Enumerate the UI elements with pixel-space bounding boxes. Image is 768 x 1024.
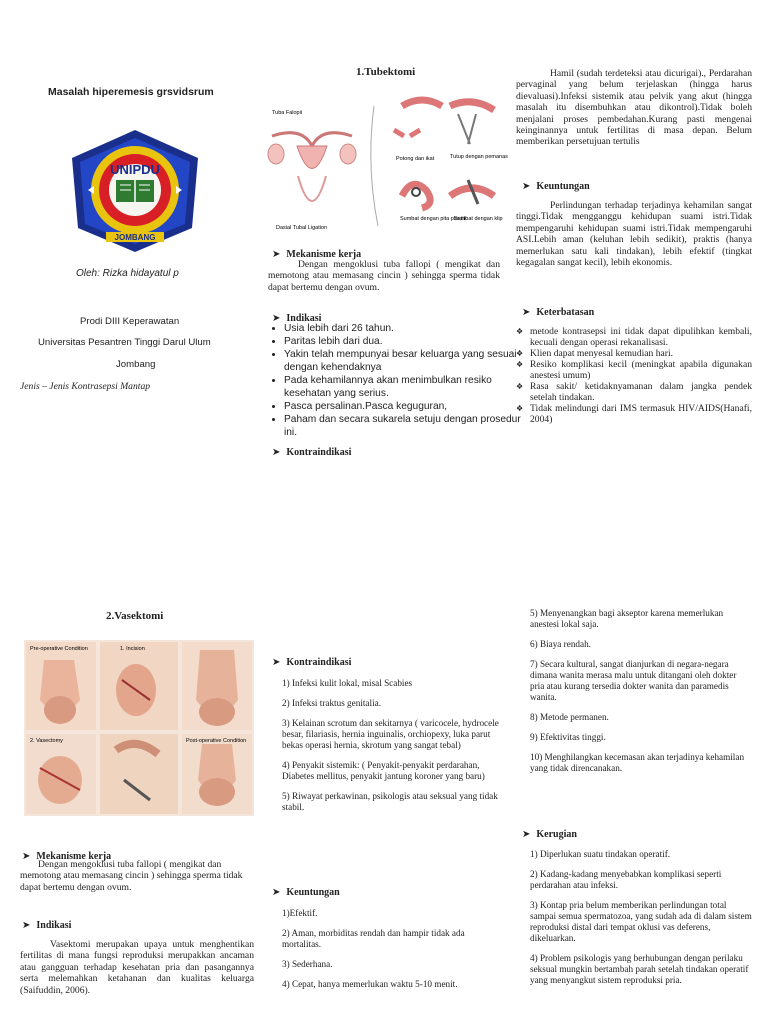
arrow-bullet-icon: ➤ [272, 313, 281, 324]
list-item: 2) Kadang-kadang menyebabkan komplikasi seperti perdarahan atau infeksi. [530, 869, 722, 890]
kerugian-list [530, 849, 752, 995]
mekanisme-heading-2: ➤ Mekanisme kerja [22, 851, 112, 862]
list-item: • Usia lebih dari 26 tahun. [284, 322, 524, 335]
list-item: 5) Riwayat perkawinan, psikologis atau seksual yang tidak stabil. [282, 791, 498, 812]
label-pre-op: Pre-operative Condition [30, 646, 88, 652]
list-item: 1)Efektif. [282, 908, 318, 918]
brochure-title: Masalah hiperemesis grsvidsrum [48, 86, 214, 98]
list-item: 8) Metode permanen. [530, 712, 609, 722]
arrow-bullet-icon: ➤ [22, 920, 31, 931]
kontraindikasi-heading-1: ➤ Kontraindikasi [272, 447, 352, 458]
tubektomi-heading: 1.Tubektomi [356, 66, 416, 78]
list-item: 9) Efektivitas tinggi. [530, 732, 606, 742]
arrow-bullet-icon: ➤ [22, 851, 31, 862]
logo-text: UNIPDU [110, 162, 160, 177]
list-item: 1) Infeksi kulit lokal, misal Scabies [282, 678, 413, 688]
list-item: 3) Kontap pria belum memberikan perlindungan total sampai semua spermatozoa, yang sudah ada di dalam sistem reproduksi distal dari tempat oklusi vas deferens, dikeluarkan. [530, 900, 752, 943]
kerugian-heading: ➤ Kerugian [522, 829, 577, 840]
tube-heat-icon [450, 102, 508, 160]
arrow-bullet-icon: ➤ [272, 887, 281, 898]
mekanisme-heading-1: ➤ Mekanisme kerja [272, 249, 362, 260]
indikasi-heading-2: ➤ Indikasi [22, 920, 72, 931]
arrow-bullet-icon: ➤ [272, 657, 281, 668]
kontraindikasi-heading-2: ➤ Kontraindikasi [272, 657, 352, 668]
list-item: 6) Biaya rendah. [530, 639, 591, 649]
label-post-op: Post-operative Condition [186, 738, 247, 744]
label-potong: Potong dan ikat [396, 156, 435, 162]
keuntungan-heading-1: ➤ Keuntungan [522, 181, 590, 192]
keuntungan-heading-2: ➤ Keuntungan [272, 887, 340, 898]
arrow-bullet-icon: ➤ [272, 249, 281, 260]
label-sumbat-plastik: Sumbat dengan pita plastik [400, 216, 467, 222]
label-tutup: Tutup dengan pemanas [450, 154, 508, 160]
list-item: • Paritas lebih dari dua. [284, 335, 524, 348]
list-item: 4) Penyakit sistemik: ( Penyakit-penyakit perdarahan, Diabetes mellitus, penyakit jantung koroner yang baru) [282, 760, 485, 781]
list-item: 3) Kelainan scrotum dan sekitarnya ( varicocele, hydrocele besar, filariasis, hernia inguinalis, orchiopexy, luka parut bekas operasi hernia, skrotum yang sangat tebal) [282, 718, 499, 750]
tubektomi-figure [262, 96, 508, 234]
list-item: 2) Infeksi traktus genitalia. [282, 698, 381, 708]
keterbatasan-heading: ➤ Keterbatasan [522, 307, 595, 318]
indikasi-text-2: Vasektomi merupakan upaya untuk menghentikan fertilitas di mana fungsi reproduksi merupakkan ancaman atau gangguan terhadap kesehatan pria dan pasangannya serta melemahkan ketahanan dan kualitas keluarga (Saifuddin, 2006). [20, 939, 254, 996]
list-item: • Yakin telah mempunyai besar keluarga yang sesuai dengan kehendaknya [284, 348, 524, 374]
kontraindikasi-list-2 [282, 678, 504, 822]
list-item: ❖ metode kontrasepsi ini tidak dapat dipulihkan kembali, kecuali dengan operasi rekanalisasi. [516, 326, 752, 348]
arrow-bullet-icon: ➤ [272, 447, 281, 458]
mekanisme-text-2: Dengan mengoklusi tuba fallopi ( mengikat dan memotong atau memasang cincin ) sehingga sperma tidak dapat bertemu dengan ovum. [20, 859, 243, 893]
label-tuba: Tuba Falopii [272, 110, 303, 116]
list-item: 4) Cepat, hanya memerlukan waktu 5-10 menit. [282, 979, 458, 989]
logo-city: JOMBANG [114, 233, 156, 242]
list-item: ❖ Tidak melindungi dari IMS termasuk HIV/AIDS(Hanafi, 2004) [516, 403, 752, 425]
arrow-bullet-icon: ➤ [522, 307, 531, 318]
city-name: Jombang [116, 359, 156, 370]
tube-clip-icon [450, 180, 503, 222]
keuntungan-list-2 [282, 908, 504, 999]
list-item: ❖ Klien dapat menyesal kemudian hari. [516, 348, 752, 359]
vasektomi-heading: 2.Vasektomi [106, 610, 164, 622]
indikasi-list-1 [262, 322, 524, 439]
label-ikatan: Dasial Tubal Ligation [276, 225, 328, 231]
list-item: • Pada kehamilannya akan menimbulkan resiko kesehatan yang serius. [284, 374, 524, 400]
kontraindikasi-text-1: Hamil (sudah terdeteksi atau dicurigai)., Perdarahan pervaginal yang belum terjelaskan (hingga harus dievaluasi).Infeksi sistemik atau pelvik yang akut (hingga masalah itu disembuhkan atau dikontrol).Tidak boleh menjalani proses pembedahan.Kurang pasti mengenai keinginannya untuk fertilitas di masa depan. Belum memberikan persetujuan tertulis [516, 68, 752, 148]
author-line: Oleh: Rizka hidayatul p [76, 268, 179, 279]
program-name: Prodi DIII Keperawatan [80, 316, 180, 327]
label-vasectomy: 2. Vasectomy [30, 738, 63, 744]
list-item: 7) Secara kultural, sangat dianjurkan di negara-negara dimana wanita merasa malu untuk ditangani oleh dokter pria atau kurang tersedia dokter wanita dan paramedis wanita. [530, 659, 737, 702]
contraception-types-title: Jenis – Jenis Kontrasepsi Mantap [20, 381, 151, 392]
list-item: • Paham dan secara sukarela setuju dengan prosedur ini. [284, 413, 524, 439]
indikasi-heading-1: ➤ Indikasi [272, 313, 322, 324]
mekanisme-text-1: Dengan mengoklusi tuba fallopi ( mengikat dan memotong atau memasang cincin ) sehingga sperma tidak dapat bertemu dengan ovum. [268, 259, 500, 293]
list-item: 4) Problem psikologis yang berhubungan dengan perilaku seksual mungkin bertambah parah setelah tindakan operatif yang menyangkut sistem reproduksi pria. [530, 953, 749, 985]
list-item: ❖ Resiko komplikasi kecil (meningkat apabila digunakan anestesi umum) [516, 359, 752, 381]
list-item: 3) Sederhana. [282, 959, 333, 969]
arrow-bullet-icon: ➤ [522, 181, 531, 192]
list-item: • Pasca persalinan.Pasca keguguran, [284, 400, 524, 413]
label-sumbat-klip: Sumbat dengan klip [454, 216, 503, 222]
list-item: 1) Diperlukan suatu tindakan operatif. [530, 849, 671, 859]
keterbatasan-list [516, 326, 752, 425]
label-incision: 1. Incision [120, 646, 145, 652]
list-item: 2) Aman, morbiditas rendah dan hampir tidak ada mortalitas. [282, 928, 465, 949]
keuntungan-list-cont [530, 608, 752, 783]
tube-cut-icon [394, 100, 442, 162]
list-item: ❖ Rasa sakit/ ketidaknyamanan dalam jangka pendek setelah tindakan. [516, 381, 752, 403]
vasektomi-figure [24, 640, 254, 816]
keuntungan-text-1: Perlindungan terhadap terjadinya kehamilan sangat tinggi.Tidak mengganggu kehidupan suami istri.Tidak mempengaruhi kehidupan suami istri.Tidak mempengaruhi ASI.Lebih aman (keluhan lebih sedikit), praktis (hanya memerlukan satu kali tindakan), lebih efektif (tingkat kegagalan sangat kecil), lebih ekonomis. [516, 200, 752, 269]
university-name: Universitas Pesantren Tinggi Darul Ulum [38, 337, 211, 348]
list-item: 10) Menghilangkan kecemasan akan terjadinya kehamilan yang tidak direncanakan. [530, 752, 745, 773]
arrow-bullet-icon: ➤ [522, 829, 531, 840]
list-item: 5) Menyenangkan bagi akseptor karena memerlukan anestesi lokal saja. [530, 608, 724, 629]
unipdu-logo [68, 128, 202, 254]
